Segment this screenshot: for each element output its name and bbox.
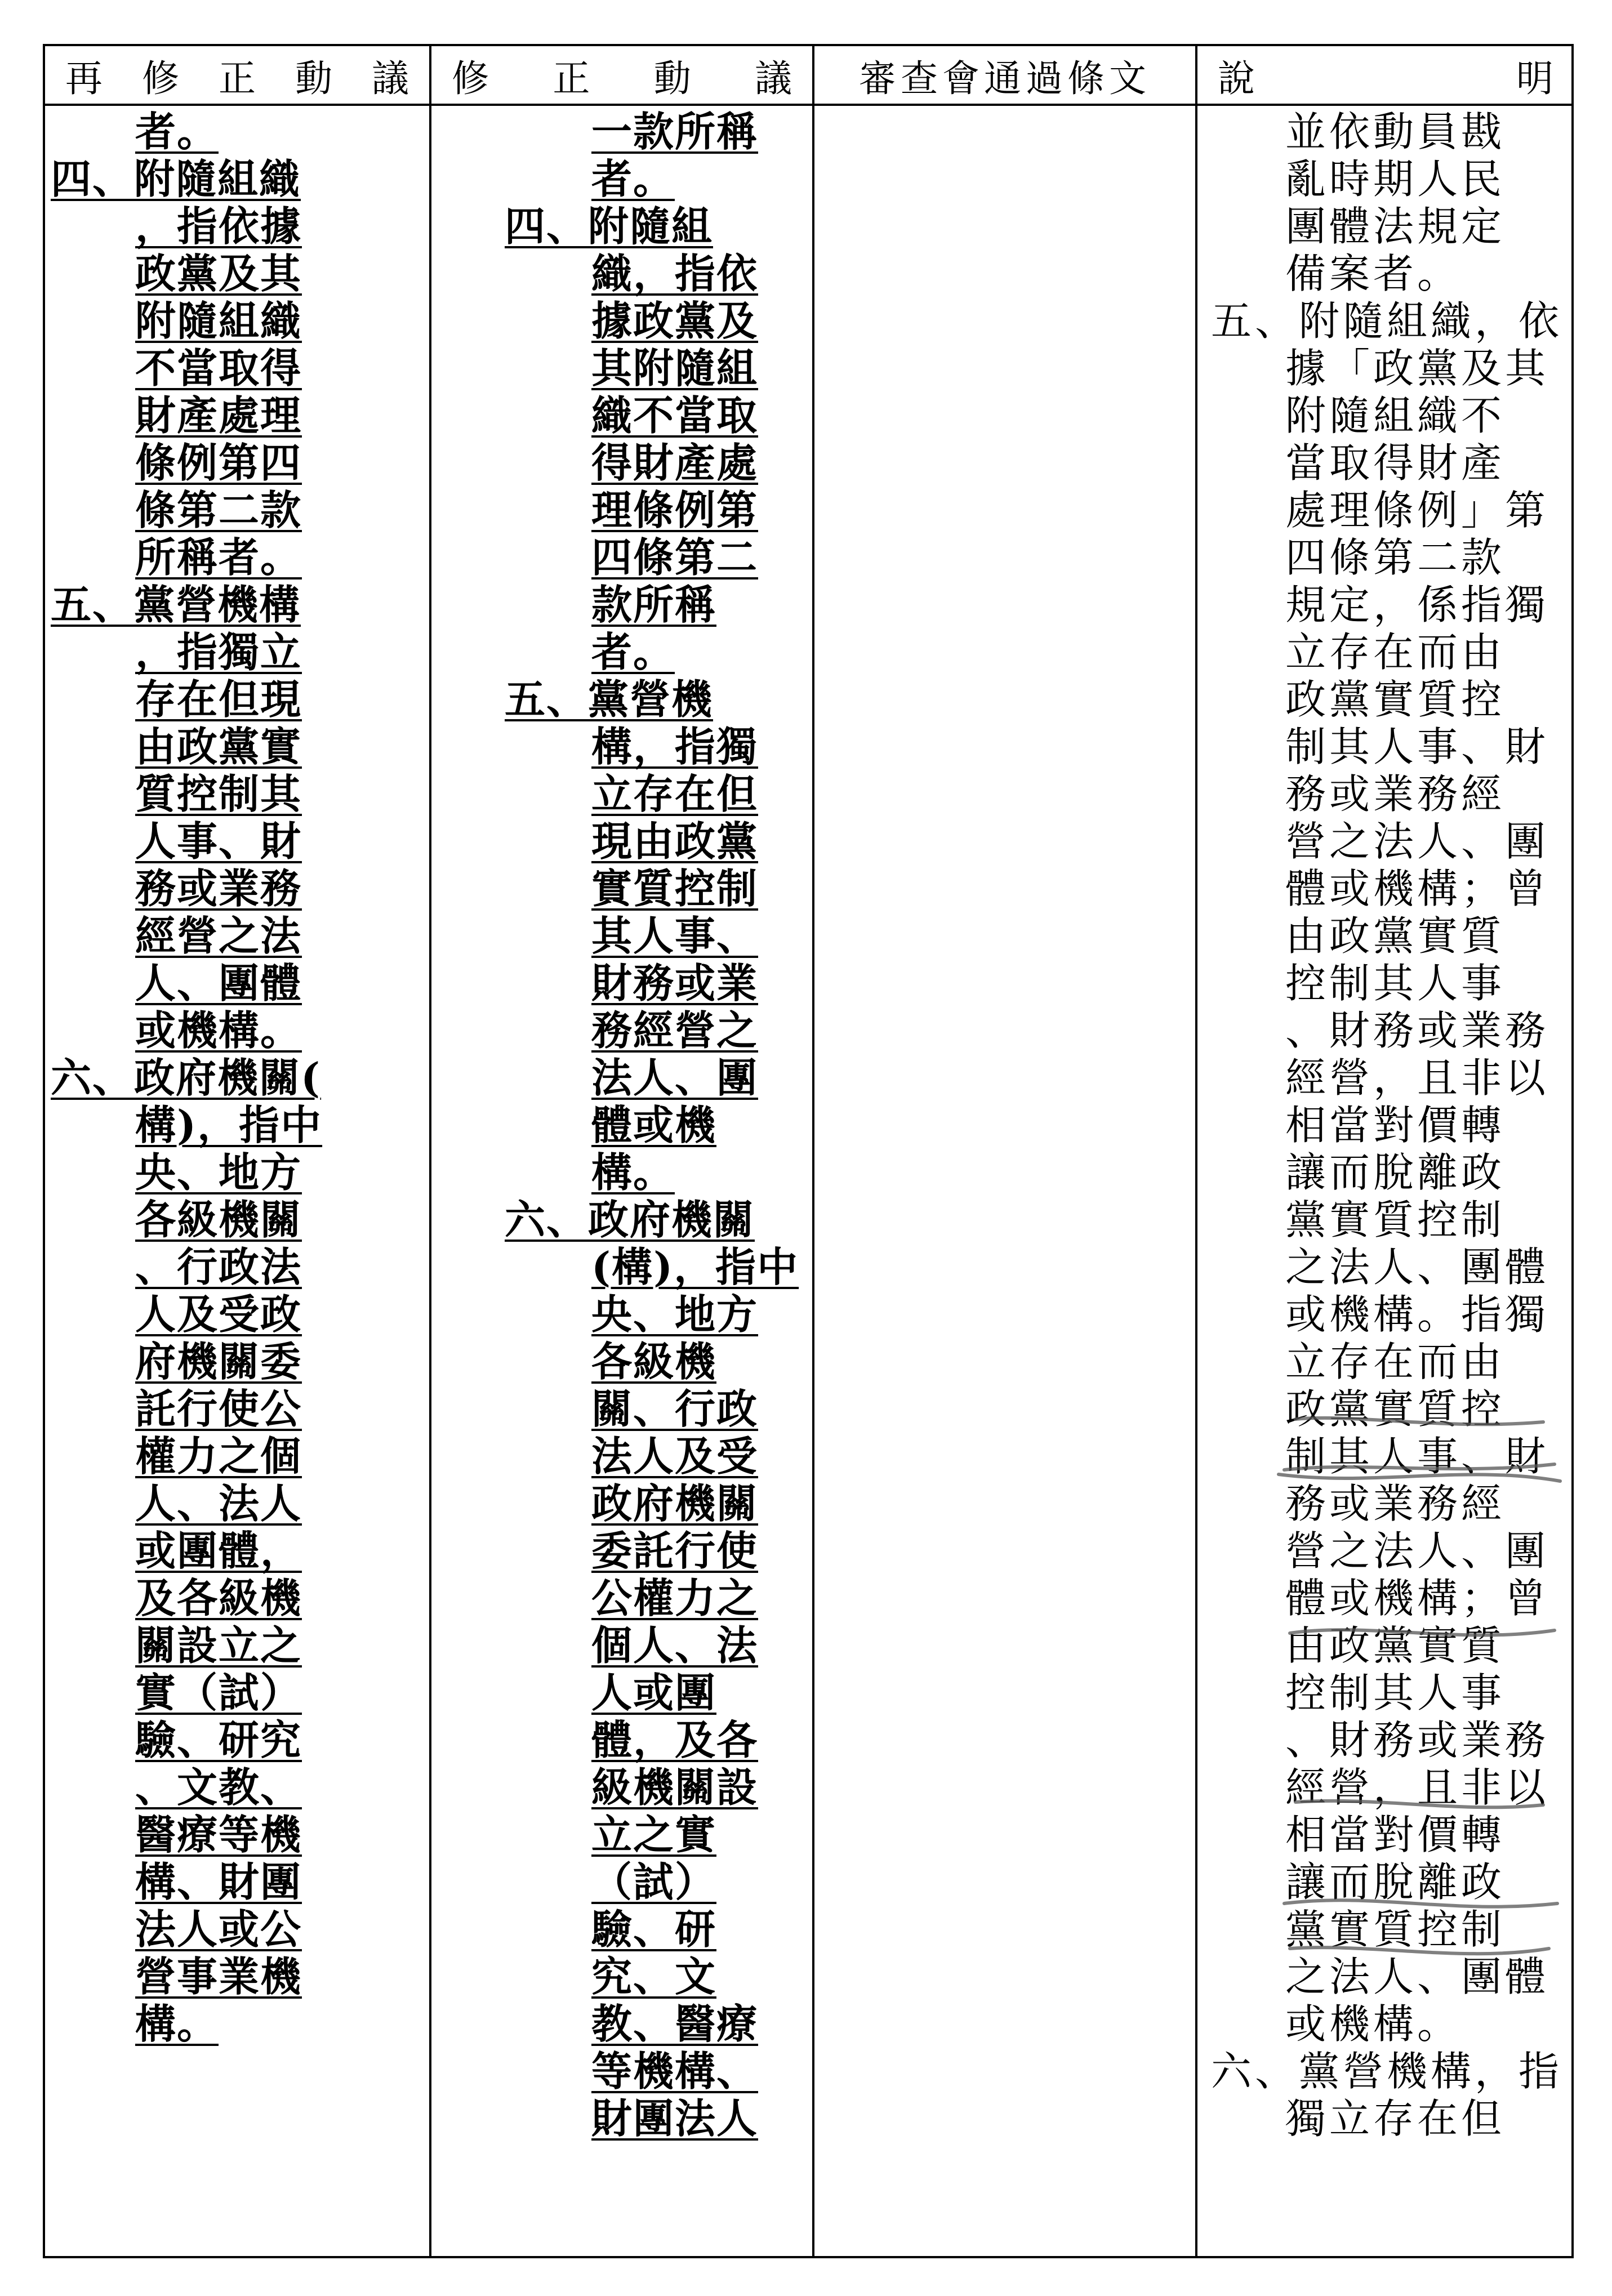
text-line: 驗、研究 [135, 1716, 302, 1764]
text-line: 其附隨組 [591, 344, 759, 392]
text-line: 究、文 [591, 1952, 717, 2000]
text-line: 據政黨及 [591, 297, 759, 345]
text-line: 質控制其 [135, 770, 302, 818]
text-line: 亂時期人民 [1285, 155, 1506, 203]
text-line: 構，指獨 [591, 723, 759, 770]
text-line: 其人事、 [591, 912, 759, 960]
text-line: 者。 [591, 155, 675, 203]
text-line: 、行政法 [135, 1243, 302, 1291]
text-line: 人及受政 [135, 1290, 302, 1338]
text-line: ，指獨立 [135, 628, 302, 676]
text-line: 並依動員戡 [1285, 108, 1506, 155]
text-line: 權力之個 [135, 1432, 302, 1480]
text-line: 四條第二 [591, 533, 759, 581]
text-line: 構)，指中 [135, 1101, 323, 1149]
text-line: 得財產處 [591, 439, 759, 487]
text-line: 、財務或業務 [1285, 1717, 1549, 1764]
text-line: 附隨組織 [135, 297, 302, 345]
text-line: 人或團 [591, 1669, 717, 1717]
text-line: 讓而脫離政 [1285, 1858, 1506, 1906]
text-line: 實（試） [135, 1669, 302, 1717]
column-divider [1195, 46, 1197, 2256]
text-line: 一款所稱 [591, 108, 759, 155]
text-line: 各級機 [591, 1338, 717, 1385]
text-line: 立之實 [591, 1811, 717, 1858]
text-line: 黨實質控制 [1285, 1906, 1506, 1953]
text-line: 由政黨實質 [1285, 912, 1506, 960]
text-line: 六、政府機關( [51, 1054, 322, 1102]
text-line: 及各級機 [135, 1574, 302, 1622]
text-line: 營之法人、團 [1285, 818, 1549, 865]
column-divider [812, 46, 814, 2256]
text-line: 條例第四 [135, 439, 302, 487]
text-line: 財團法人 [591, 2094, 759, 2142]
text-line: 託行使公 [135, 1385, 302, 1433]
text-line: 四、附隨組織 [51, 155, 301, 203]
header-col2-amendment: 修 正 動 議 [452, 56, 792, 100]
text-line: 關設立之 [135, 1621, 302, 1669]
text-line: 法人或公 [135, 1905, 302, 1953]
text-line: 公權力之 [591, 1574, 759, 1622]
text-line: 政府機關 [591, 1479, 759, 1527]
text-line: 黨實質控制 [1285, 1196, 1506, 1243]
text-line: 或機構。 [135, 1006, 302, 1054]
text-line: 務或業務經 [1285, 1480, 1506, 1527]
text-line: 讓而脫離政 [1285, 1149, 1506, 1196]
text-line: 由政黨實 [135, 723, 302, 770]
text-line: 當取得財產 [1285, 439, 1506, 487]
text-line: 政黨實質控 [1285, 1385, 1506, 1433]
text-line: 相當對價轉 [1285, 1102, 1506, 1149]
text-line: 五、黨營機 [505, 675, 714, 723]
text-line: 條第二款 [135, 486, 302, 534]
text-line: 體或機 [591, 1101, 717, 1149]
text-line: 財產處理 [135, 391, 302, 439]
text-line: 政黨及其 [135, 249, 302, 297]
text-line: 控制其人事 [1285, 1669, 1506, 1717]
text-line: 央、地方 [591, 1290, 759, 1338]
handwritten-strikethrough [1273, 1408, 1566, 2084]
text-line: 經營，且非以 [1285, 1764, 1549, 1811]
text-line: 營之法人、團 [1285, 1527, 1549, 1575]
text-line: 相當對價轉 [1285, 1811, 1506, 1858]
text-line: 六、黨營機構，指 [1211, 2048, 1563, 2095]
text-line: 務或業務 [135, 864, 302, 912]
text-line: 央、地方 [135, 1148, 302, 1196]
text-line: 之法人、團體 [1285, 1953, 1549, 2000]
text-line: 或機構。指獨 [1285, 1291, 1549, 1338]
text-line: 制其人事、財 [1285, 723, 1549, 770]
text-line: 醫療等機 [135, 1811, 302, 1858]
text-line: 四條第二款 [1285, 534, 1506, 581]
text-line: 構。 [591, 1148, 675, 1196]
text-line: 級機關設 [591, 1763, 759, 1811]
text-line: 五、黨營機構 [51, 581, 301, 628]
header-divider [45, 104, 1571, 106]
text-line: （試） [591, 1858, 717, 1906]
text-line: 務經營之 [591, 1006, 759, 1054]
text-line: 立存在而由 [1285, 1338, 1506, 1385]
text-line: 法人及受 [591, 1432, 759, 1480]
text-line: 法人、團 [591, 1054, 759, 1102]
text-line: 人、法人 [135, 1479, 302, 1527]
text-line: 處理條例」第 [1285, 487, 1549, 534]
text-line: 教、醫療 [591, 2000, 759, 2048]
text-line: 構、財團 [135, 1858, 302, 1906]
text-line: 現由政黨 [591, 817, 759, 865]
header-col3-committee-text: 審查會通過條文 [859, 56, 1151, 100]
text-line: 織不當取 [591, 391, 759, 439]
text-line: 所稱者。 [135, 533, 302, 581]
text-line: 理條例第 [591, 486, 759, 534]
text-line: 體或機構；曾 [1285, 1575, 1549, 1622]
text-line: 由政黨實質 [1285, 1622, 1506, 1669]
text-line: 制其人事、財 [1285, 1433, 1549, 1480]
text-line: 人事、財 [135, 817, 302, 865]
text-line: 營事業機 [135, 1952, 302, 2000]
text-line: 府機關委 [135, 1338, 302, 1385]
column-divider [429, 46, 431, 2256]
text-line: 、文教、 [135, 1763, 302, 1811]
text-line: 各級機關 [135, 1196, 302, 1243]
text-line: 驗、研 [591, 1905, 717, 1953]
text-line: 等機構、 [591, 2047, 759, 2095]
text-line: 據「政黨及其 [1285, 345, 1549, 392]
text-line: 者。 [591, 628, 675, 676]
header-col4-explanation: 說 明 [1218, 56, 1553, 100]
text-line: 立存在但 [591, 770, 759, 818]
text-line: 立存在而由 [1285, 628, 1506, 676]
text-line: ，指依據 [135, 202, 302, 250]
text-line: 備案者。 [1285, 250, 1462, 297]
text-line: 之法人、團體 [1285, 1243, 1549, 1291]
text-line: 體或機構；曾 [1285, 865, 1549, 912]
text-line: 存在但現 [135, 675, 302, 723]
text-line: 五、附隨組織，依 [1211, 297, 1563, 345]
text-line: 關、行政 [591, 1385, 759, 1433]
text-line: 六、政府機關 [505, 1196, 755, 1243]
text-line: 獨立存在但 [1285, 2095, 1506, 2142]
text-line: 款所稱 [591, 581, 717, 628]
text-line: 實質控制 [591, 864, 759, 912]
text-line: 個人、法 [591, 1621, 759, 1669]
text-line: 委託行使 [591, 1527, 759, 1575]
text-line: 務或業務經 [1285, 770, 1506, 818]
text-line: (構)，指中 [591, 1243, 799, 1291]
text-line: 經營之法 [135, 912, 302, 960]
text-line: 者。 [135, 108, 219, 155]
text-line: 規定，係指獨 [1285, 581, 1549, 628]
text-line: 或團體， [135, 1527, 302, 1575]
text-line: 附隨組織不 [1285, 392, 1506, 439]
text-line: 四、附隨組 [505, 202, 714, 250]
text-line: 人、團體 [135, 959, 302, 1007]
text-line: 經營，且非以 [1285, 1054, 1549, 1102]
text-line: 構。 [135, 2000, 219, 2048]
text-line: 不當取得 [135, 344, 302, 392]
text-line: 體，及各 [591, 1716, 759, 1764]
text-line: 團體法規定 [1285, 203, 1506, 250]
text-line: 控制其人事 [1285, 960, 1506, 1007]
header-col1-re-amendment: 再 修 正 動 議 [65, 56, 409, 100]
text-line: 政黨實質控 [1285, 676, 1506, 723]
text-line: 織，指依 [591, 249, 759, 297]
text-line: 或機構。 [1285, 2000, 1462, 2048]
text-line: 財務或業 [591, 959, 759, 1007]
text-line: 、財務或業務 [1285, 1007, 1549, 1054]
